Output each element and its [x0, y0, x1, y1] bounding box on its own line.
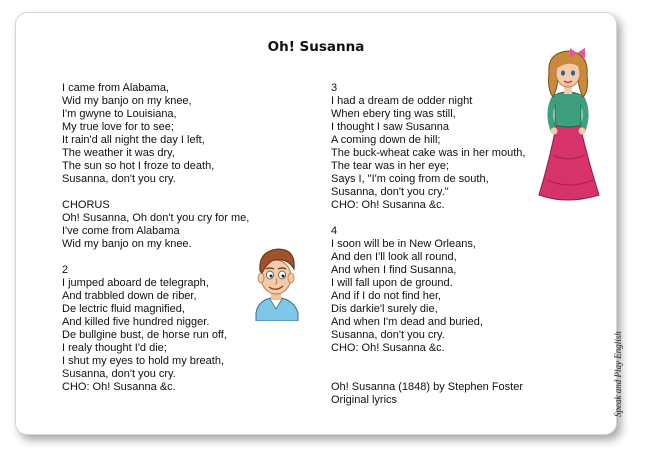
lyric-line: I will fall upon de ground.: [331, 277, 453, 289]
lyric-line: And den I'll look all round,: [331, 251, 457, 263]
lyric-line: Dis darkie'l surely die,: [331, 303, 438, 315]
lyric-line: Susanna, don't you cry.: [62, 368, 176, 380]
stanza: [62, 199, 249, 251]
stanza: [62, 82, 249, 186]
lyric-line: CHO: Oh! Susanna &c.: [331, 342, 445, 354]
lyric-line: And if I do not find her,: [331, 290, 442, 302]
lyric-line: Susanna, don't you cry.": [331, 186, 449, 198]
lyric-line: The tear was in her eye;: [331, 160, 450, 172]
lyric-line: And trabbled down de riber,: [62, 290, 197, 302]
lyric-line: My true love for to see;: [62, 121, 174, 133]
lyric-line: And when I find Susanna,: [331, 264, 457, 276]
lyric-line: The weather it was dry,: [62, 147, 175, 159]
lyric-line: I'm gwyne to Louisiana,: [62, 108, 177, 120]
page-title: Oh! Susanna: [267, 39, 365, 55]
lyric-line: Says I, "I'm coing from de south,: [331, 173, 489, 185]
stanza: [62, 264, 249, 394]
stanza-label: 3: [331, 82, 338, 94]
side-watermark: Speak and Play English: [613, 331, 623, 417]
susanna-woman-icon: [533, 45, 603, 205]
lyric-line: I came from Alabama,: [62, 82, 169, 94]
lyric-line: Susanna, don't you cry.: [62, 173, 176, 185]
lyric-line: I thought I saw Susanna: [331, 121, 450, 133]
cowboy-man-icon: [248, 243, 304, 321]
lyric-line: I realy thought I'd die;: [62, 342, 167, 354]
credit-line-2: Original lyrics: [331, 394, 398, 406]
stanza-label: 4: [331, 225, 338, 237]
stanza-gap: [62, 251, 249, 264]
lyric-line: De bullgine bust, de horse run off,: [62, 329, 227, 341]
lyric-line: The buck-wheat cake was in her mouth,: [331, 147, 526, 159]
lyric-line: It rain'd all night the day I left,: [62, 134, 205, 146]
song-credit: [331, 381, 523, 407]
stanza: [331, 82, 525, 212]
lyric-line: I soon will be in New Orleans,: [331, 238, 476, 250]
stanza: [331, 225, 525, 355]
stanza-label: 2: [62, 264, 69, 276]
lyric-line: I jumped aboard de telegraph,: [62, 277, 209, 289]
lyric-line: Wid my banjo on my knee.: [62, 238, 192, 250]
stanza-gap: [331, 212, 525, 225]
lyrics-sheet: [15, 12, 623, 435]
credit-line-1: Oh! Susanna (1848) by Stephen Foster: [331, 381, 524, 393]
lyric-line: When ebery ting was still,: [331, 108, 456, 120]
right-column: [331, 82, 525, 355]
stanza-label: CHORUS: [62, 199, 110, 211]
lyric-line: A coming down de hill;: [331, 134, 441, 146]
left-column: [62, 82, 249, 394]
lyric-line: Oh! Susanna, Oh don't you cry for me,: [62, 212, 250, 224]
lyric-line: I had a dream de odder night: [331, 95, 473, 107]
lyric-line: I've come from Alabama: [62, 225, 180, 237]
stanza-gap: [62, 186, 249, 199]
lyric-line: CHO: Oh! Susanna &c.: [331, 199, 445, 211]
lyric-line: Wid my banjo on my knee,: [62, 95, 192, 107]
lyric-line: CHO: Oh! Susanna &c.: [62, 381, 176, 393]
lyric-line: Susanna, don't you cry.: [331, 329, 445, 341]
lyric-line: I shut my eyes to hold my breath,: [62, 355, 225, 367]
lyric-line: De lectric fluid magnified,: [62, 303, 185, 315]
lyric-line: The sun so hot I froze to death,: [62, 160, 215, 172]
lyric-line: And when I'm dead and buried,: [331, 316, 483, 328]
lyric-line: And killed five hundred nigger.: [62, 316, 210, 328]
